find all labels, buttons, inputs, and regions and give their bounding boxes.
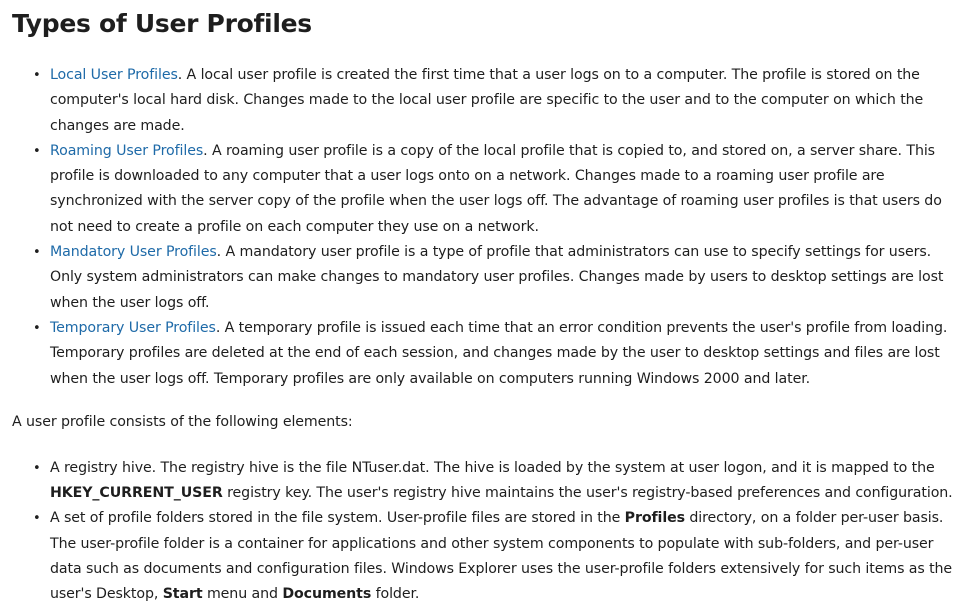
list-item-registry-hive: [12, 456, 968, 507]
link-temporary-user-profiles[interactable]: Temporary User Profiles: [50, 319, 216, 336]
text-segment: registry key. The user's registry hive maintains the user's registry-based preferences and configuration.: [222, 485, 953, 502]
bullet: •: [33, 143, 41, 159]
list-item-text: . A mandatory user profile is a type of profile that administrators can use to specify settings for users. Only system administrators can make changes to mandatory user profiles. Changes made by users to desktop settings are lost when the user logs off.: [50, 244, 944, 311]
link-mandatory-user-profiles[interactable]: Mandatory User Profiles: [50, 244, 217, 261]
profile-elements-list: [12, 456, 968, 608]
registry-key-name: HKEY_CURRENT_USER: [50, 485, 223, 502]
list-item-roaming: [12, 139, 968, 240]
text-segment: A registry hive. The registry hive is the file NTuser.dat. The hive is loaded by the system at user logon, and it is mapped to the: [50, 459, 935, 476]
list-item-profile-folders: [12, 506, 968, 607]
bullet: •: [33, 320, 41, 336]
profile-types-list: [12, 63, 968, 392]
bullet: •: [33, 245, 41, 261]
bullet: •: [33, 68, 41, 83]
profiles-directory-name: Profiles: [624, 510, 685, 527]
page-title: Types of User Profiles: [12, 9, 312, 38]
link-roaming-user-profiles[interactable]: Roaming User Profiles: [50, 142, 204, 159]
text-segment: folder.: [371, 586, 420, 603]
list-item-text: . A temporary profile is issued each time that an error condition prevents the user's profile from loading. Temporary profiles are deleted at the end of each session, and changes made by the user to desktop settings and files are lost when the user logs off. Temporary profiles are only available on computers running Windows 2000 and later.: [50, 319, 948, 387]
bullet: •: [33, 511, 41, 527]
list-item-temporary: [12, 316, 968, 392]
link-local-user-profiles[interactable]: Local User Profiles: [50, 67, 178, 83]
start-menu-name: Start: [162, 586, 203, 603]
text-segment: A set of profile folders stored in the file system. User-profile files are stored in the: [50, 510, 625, 527]
list-item-text: . A roaming user profile is a copy of the local profile that is copied to, and stored on, a server share. This profile is downloaded to any computer that a user logs onto on a network. Changes made to a roaming user profile are synchronized with the server copy of the profile when the user logs off. The advantage of roaming user profiles is that users do not need to create a profile on each computer they use on a network.: [50, 142, 942, 235]
bullet: •: [33, 460, 41, 476]
documents-folder-name: Documents: [282, 586, 372, 603]
text-segment: menu and: [202, 586, 283, 603]
list-item-mandatory: [12, 240, 968, 316]
list-item-local: [12, 63, 968, 139]
list-item-text: . A local user profile is created the first time that a user logs on to a computer. The profile is stored on the computer's local hard disk. Changes made to the local user profile are specific to the user and to the computer on which the changes are made.: [50, 67, 924, 134]
elements-intro: A user profile consists of the following elements:: [12, 413, 353, 430]
text-segment: directory, on a folder per-user basis. The user-profile folder is a container for applications and other system components to populate with sub-folders, and per-user data such as documents and configuration files. Windows Explorer uses the user-profile folders extensively for such items as the user's Desktop,: [50, 510, 953, 603]
